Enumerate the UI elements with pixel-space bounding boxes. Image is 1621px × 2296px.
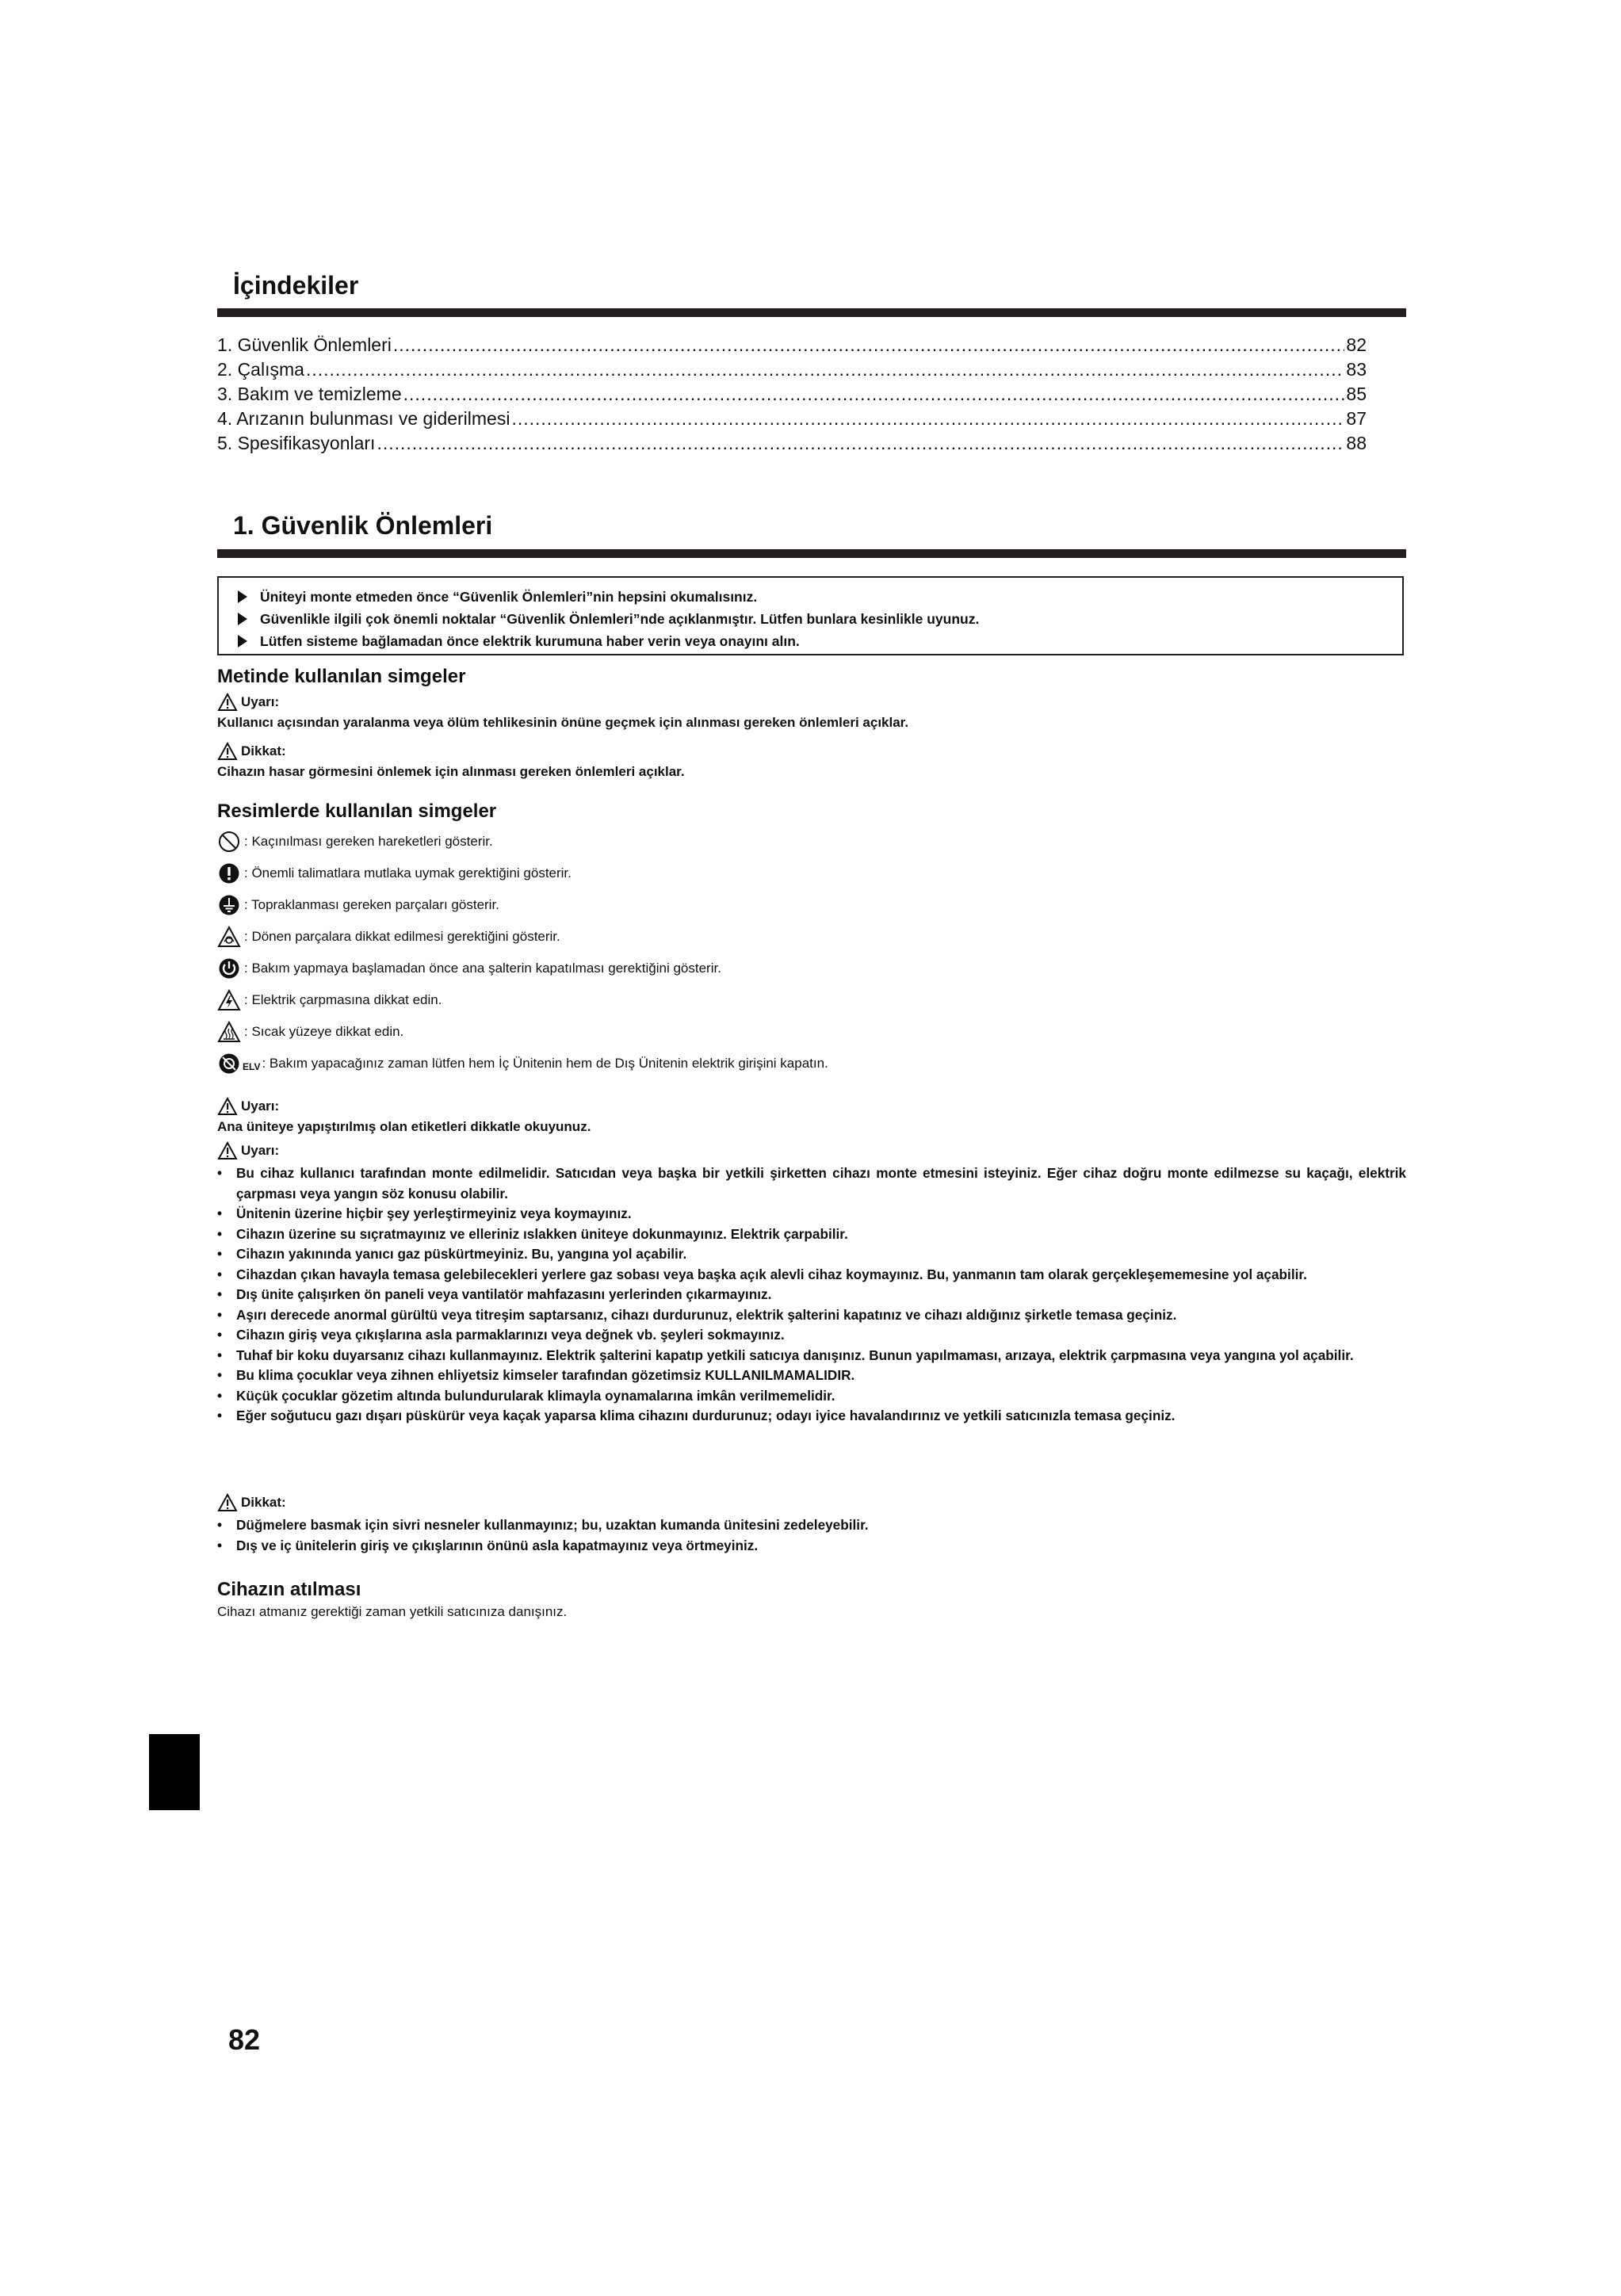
- warning-triangle-icon: [217, 1141, 238, 1160]
- list-item: • Cihazdan çıkan havayla temasa gelebilecekleri yerlere gaz sobası veya başka açık alevli cihaz koymayınız. Bu, yanmanın tam olarak gerçekleşememesine yol açabilir.: [217, 1266, 1307, 1282]
- caution-label: Dikkat:: [217, 1493, 286, 1512]
- text-symbols-heading: Metinde kullanılan simgeler: [217, 666, 466, 687]
- warning-label: Uyarı:: [217, 1141, 279, 1160]
- list-item: • Bu klima çocuklar veya zihnen ehliyetsiz kimseler tarafından gözetimsiz KULLANILMAMALIDIR.: [217, 1367, 855, 1383]
- prohibited-icon: [217, 830, 241, 854]
- toc-entry-label: 5. Spesifikasyonları: [217, 433, 376, 453]
- toc-title: İçindekiler: [233, 271, 359, 300]
- disposal-text: Cihazı atmanız gerektiği zaman yetkili satıcınıza danışınız.: [217, 1604, 568, 1619]
- toc-entry[interactable]: [217, 359, 1367, 384]
- caution-description: Cihazın hasar görmesini önlemek için alınması gereken önlemleri açıklar.: [217, 764, 685, 779]
- side-tab-marker: [149, 1734, 200, 1810]
- power-off-icon: [217, 957, 241, 980]
- symbol-description: : Dönen parçalara dikkat edilmesi gerektiğini gösterir.: [244, 929, 560, 944]
- toc-entry-label: 4. Arızanın bulunması ve giderilmesi: [217, 408, 510, 429]
- elv-icon: [217, 1052, 241, 1075]
- warning-label: Uyarı:: [217, 693, 279, 712]
- toc-entry-page: 83: [1346, 359, 1367, 380]
- section-title: 1. Güvenlik Önlemleri: [233, 511, 493, 540]
- toc-entry[interactable]: [217, 334, 1367, 359]
- notice-item: [238, 586, 1402, 608]
- notice-text: Üniteyi monte etmeden önce “Güvenlik Önlemleri”nin hepsini okumalısınız.: [260, 588, 758, 605]
- arrow-bullet-icon: [238, 635, 247, 648]
- list-item: • Ünitenin üzerine hiçbir şey yerleştirmeyiniz veya koymayınız.: [217, 1205, 632, 1221]
- symbol-row: [217, 988, 442, 1012]
- caution-list: [217, 1515, 1406, 1556]
- warning-triangle-icon: [217, 693, 238, 712]
- list-item: • Dış ünite çalışırken ön paneli veya vantilatör mahfazasını yerlerinden çıkarmayınız.: [217, 1286, 772, 1302]
- notice-item: [238, 608, 1402, 630]
- toc-entry-label: 2. Çalışma: [217, 359, 304, 380]
- toc-entry-page: 87: [1346, 408, 1367, 429]
- list-item: • Bu cihaz kullanıcı tarafından monte edilmelidir. Satıcıdan veya başka bir yetkili şirketten cihazı monte etmesini isteyiniz. Eğer cihaz doğru monte edilmezse su kaçağı, elektrik çarpması veya yangın söz konusu olabilir.: [217, 1165, 1406, 1201]
- notice-text: Lütfen sisteme bağlamadan önce elektrik kurumuna haber verin veya onayını alın.: [260, 632, 800, 649]
- symbol-row: [217, 925, 560, 949]
- toc-entry-page: 85: [1346, 384, 1367, 404]
- list-item: • Cihazın giriş veya çıkışlarına asla parmaklarınızı veya değnek vb. şeyleri sokmayınız.: [217, 1327, 785, 1343]
- symbol-description: : Bakım yapmaya başlamadan önce ana şalterin kapatılması gerektiğini gösterir.: [244, 961, 721, 976]
- notice-text: Güvenlikle ilgili çok önemli noktalar “Güvenlik Önlemleri”nde açıklanmıştır. Lütfen bunlara kesinlikle uyunuz.: [260, 610, 980, 627]
- list-item: • Düğmelere basmak için sivri nesneler kullanmayınız; bu, uzaktan kumanda ünitesini zedeleyebilir.: [217, 1517, 869, 1533]
- elv-badge: ELV: [243, 1061, 261, 1072]
- warning-triangle-icon: [217, 742, 238, 761]
- electric-shock-icon: [217, 988, 241, 1012]
- symbol-description: : Bakım yapacağınız zaman lütfen hem İç Ünitenin hem de Dış Ünitenin elektrik girişini kapatın.: [262, 1056, 828, 1071]
- symbol-row: [217, 861, 572, 885]
- symbol-description: : Önemli talimatlara mutlaka uymak gerektiğini gösterir.: [244, 865, 572, 881]
- symbol-row: [217, 830, 493, 854]
- list-item: • Küçük çocuklar gözetim altında bulundurularak klimayla oynamalarına imkân verilmemelidir.: [217, 1387, 835, 1404]
- symbol-description: : Kaçınılması gereken hareketleri gösterir.: [244, 834, 493, 849]
- toc-leader-dots: [377, 433, 1344, 454]
- toc-leader-dots: [306, 359, 1344, 380]
- toc-entry-label: 3. Bakım ve temizleme: [217, 384, 402, 404]
- arrow-bullet-icon: [238, 613, 247, 625]
- warning-list: [217, 1163, 1406, 1427]
- section-title-rule: [217, 549, 1406, 558]
- toc-entry[interactable]: [217, 384, 1367, 408]
- disposal-heading: Cihazın atılması: [217, 1579, 361, 1600]
- picture-symbols-heading: Resimlerde kullanılan simgeler: [217, 800, 497, 822]
- list-item: • Cihazın yakınında yanıcı gaz püskürtmeyiniz. Bu, yangına yol açabilir.: [217, 1246, 687, 1262]
- toc-entry-page: 82: [1346, 334, 1367, 355]
- caution-label: Dikkat:: [217, 742, 286, 761]
- symbol-description: : Sıcak yüzeye dikkat edin.: [244, 1024, 404, 1039]
- toc-leader-dots: [511, 408, 1344, 430]
- toc-leader-dots: [393, 334, 1345, 356]
- table-of-contents: [217, 334, 1367, 457]
- toc-entry-label: 1. Güvenlik Önlemleri: [217, 334, 392, 355]
- mandatory-icon: [217, 861, 241, 885]
- symbol-row: [217, 1052, 828, 1075]
- symbol-description: : Elektrik çarpmasına dikkat edin.: [244, 992, 442, 1007]
- ground-icon: [217, 893, 241, 917]
- list-item: • Dış ve iç ünitelerin giriş ve çıkışlarının önünü asla kapatmayınız veya örtmeyiniz.: [217, 1537, 759, 1553]
- notice-item: [238, 630, 1402, 652]
- toc-title-rule: [217, 308, 1406, 317]
- list-item: • Aşırı derecede anormal gürültü veya titreşim saptarsanız, cihazı durdurunuz, elektrik şalterini kapatınız ve cihazı aldığınız şirketle temasa geçiniz.: [217, 1306, 1177, 1323]
- notice-box: [217, 576, 1404, 655]
- toc-leader-dots: [403, 384, 1345, 405]
- symbol-row: [217, 1020, 403, 1044]
- toc-entry[interactable]: [217, 433, 1367, 457]
- symbol-row: [217, 893, 499, 917]
- symbol-row: [217, 957, 721, 980]
- list-item: • Tuhaf bir koku duyarsanız cihazı kullanmayınız. Elektrik şalterini kapatıp yetkili satıcıya danışınız. Bunun yapılmaması, arızaya, elektrik çarpmasına veya yangına yol açabilir.: [217, 1347, 1354, 1363]
- symbol-description: : Topraklanması gereken parçaları gösterir.: [244, 897, 499, 912]
- warning-text: Ana üniteye yapıştırılmış olan etiketleri dikkatle okuyunuz.: [217, 1119, 591, 1134]
- warning-triangle-icon: [217, 1493, 238, 1512]
- rotating-parts-icon: [217, 925, 241, 949]
- warning-label: Uyarı:: [217, 1097, 279, 1116]
- list-item: • Eğer soğutucu gazı dışarı püskürür veya kaçak yaparsa klima cihazını durdurunuz; odayı iyice havalandırınız ve yetkili satıcınızla temasa geçiniz.: [217, 1408, 1176, 1423]
- toc-entry[interactable]: [217, 408, 1367, 433]
- warning-triangle-icon: [217, 1097, 238, 1116]
- list-item: • Cihazın üzerine su sıçratmayınız ve elleriniz ıslakken üniteye dokunmayınız. Elektrik çarpabilir.: [217, 1225, 848, 1242]
- warning-description: Kullanıcı açısından yaralanma veya ölüm tehlikesinin önüne geçmek için alınması gereken önlemleri açıklar.: [217, 715, 909, 730]
- hot-surface-icon: [217, 1020, 241, 1044]
- page-number: 82: [228, 2023, 261, 2056]
- toc-entry-page: 88: [1346, 433, 1367, 453]
- arrow-bullet-icon: [238, 590, 247, 603]
